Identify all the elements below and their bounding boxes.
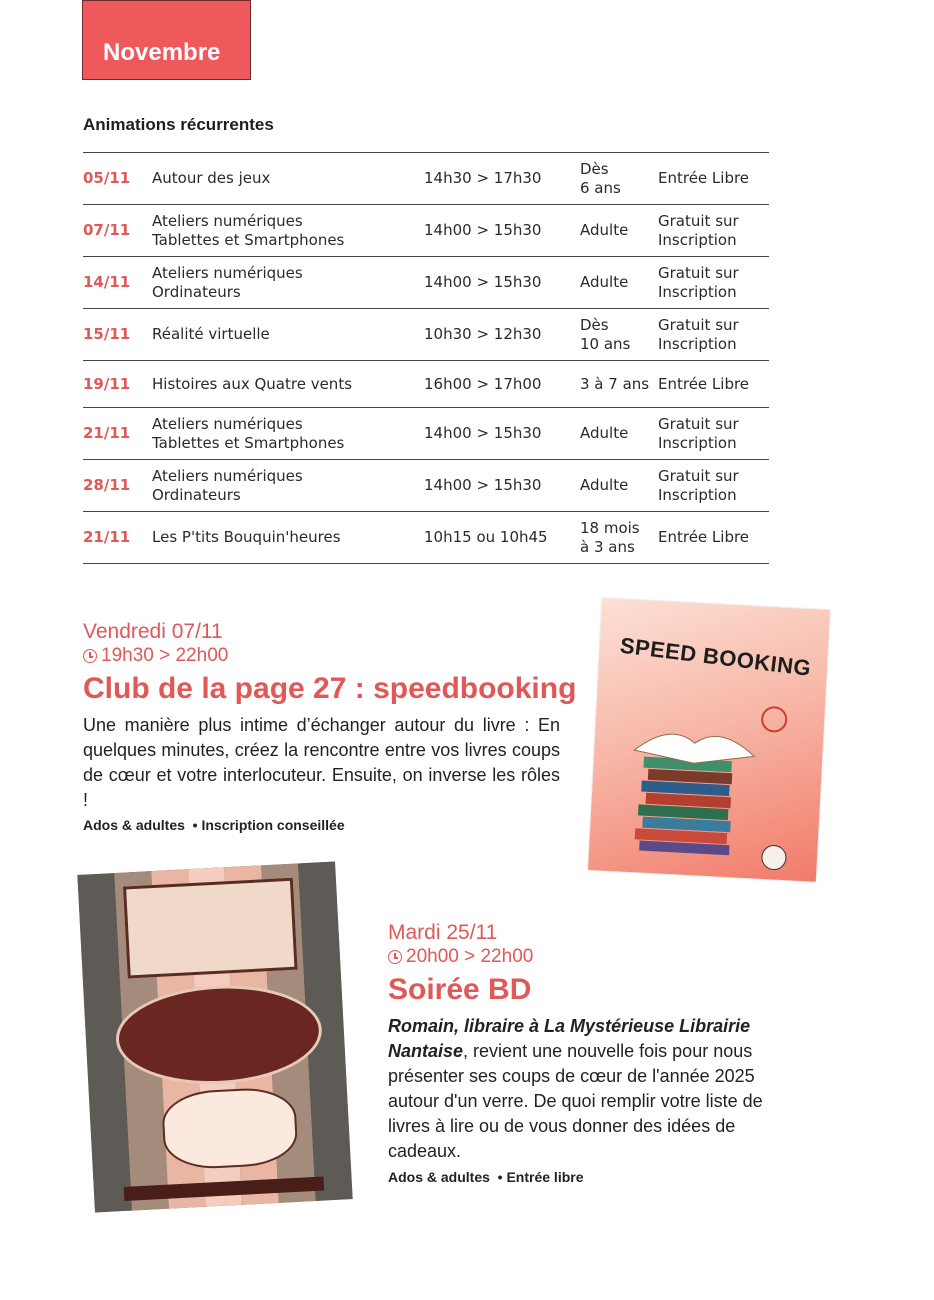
row-audience-line: Adulte <box>580 273 629 291</box>
row-date: 07/11 <box>83 205 152 257</box>
table-row <box>83 512 769 564</box>
row-audience <box>580 361 658 408</box>
row-audience <box>580 153 658 205</box>
row-audience-line: 3 à 7 ans <box>580 374 650 393</box>
row-access-line: Inscription <box>658 485 737 504</box>
table-row <box>83 205 769 257</box>
row-hours: 16h00 > 17h00 <box>424 361 580 408</box>
month-title: Novembre <box>103 39 221 66</box>
row-access-line: Gratuit sur <box>658 315 739 334</box>
row-title <box>152 512 424 564</box>
row-date: 21/11 <box>83 408 152 460</box>
row-title <box>152 153 424 205</box>
row-audience <box>580 257 658 309</box>
row-access-line: Entrée Libre <box>658 374 750 393</box>
row-audience <box>580 309 658 361</box>
row-access <box>658 309 769 361</box>
row-hours: 14h30 > 17h30 <box>424 153 580 205</box>
event1-body: Une manière plus intime d’échanger autour du livre : En quelques minutes, créez la rencontre entre vos livres coups de cœur et votre interlocuteur. Ensuite, on inverse les rôles ! <box>83 715 560 810</box>
row-audience <box>580 205 658 257</box>
row-access <box>658 153 769 205</box>
row-access-line: Entrée Libre <box>658 169 750 187</box>
row-hours: 10h30 > 12h30 <box>424 309 580 361</box>
row-title-line: Ateliers numériques <box>152 466 303 485</box>
table-row <box>83 257 769 309</box>
row-title <box>152 257 424 309</box>
row-audience <box>580 460 658 512</box>
row-hours: 14h00 > 15h30 <box>424 205 580 257</box>
row-hours: 10h15 ou 10h45 <box>424 512 580 564</box>
row-access <box>658 512 769 564</box>
row-title-line: Ateliers numériques <box>152 263 303 282</box>
event2-time <box>388 946 533 968</box>
month-tab <box>82 0 251 80</box>
poster-headline: SPEED BOOKING <box>618 632 813 681</box>
row-access-line: Inscription <box>658 433 737 452</box>
row-title-line: Ordinateurs <box>152 282 241 301</box>
row-title <box>152 361 424 408</box>
row-audience-line: Adulte <box>580 424 629 442</box>
event1-time <box>83 645 228 667</box>
row-date: 21/11 <box>83 512 152 564</box>
row-access-line: Gratuit sur <box>658 211 739 230</box>
event1-meta: Ados & adultes • Inscription conseillée <box>83 817 345 833</box>
row-date: 14/11 <box>83 257 152 309</box>
row-title-line: Réalité virtuelle <box>152 325 270 343</box>
section-title: Animations récurrentes <box>83 115 274 134</box>
row-access-line: Inscription <box>658 230 737 249</box>
row-access <box>658 408 769 460</box>
clock-icon <box>388 950 402 964</box>
row-hours: 14h00 > 15h30 <box>424 257 580 309</box>
row-title <box>152 460 424 512</box>
row-audience-line: Adulte <box>580 221 629 239</box>
event2-body <box>388 1014 768 1164</box>
row-date: 15/11 <box>83 309 152 361</box>
row-audience-line: Adulte <box>580 476 629 494</box>
table-row <box>83 309 769 361</box>
row-access <box>658 361 769 408</box>
row-audience-line: à 3 ans <box>580 537 635 556</box>
event1-date: Vendredi 07/11 <box>83 620 223 643</box>
row-audience <box>580 512 658 564</box>
row-audience-line: 6 ans <box>580 178 621 197</box>
row-title-line: Ordinateurs <box>152 485 241 504</box>
table-row <box>83 361 769 408</box>
row-access-line: Inscription <box>658 282 737 301</box>
row-title-line: Ateliers numériques <box>152 414 303 433</box>
row-title-line: Histoires aux Quatre vents <box>152 374 353 393</box>
table-row <box>83 408 769 460</box>
row-access-line: Inscription <box>658 334 737 353</box>
event1-time-text: 19h30 > 22h00 <box>101 645 229 666</box>
row-access-line: Entrée Libre <box>658 528 750 546</box>
table-row <box>83 460 769 512</box>
row-title-line: Ateliers numériques <box>152 211 303 230</box>
clock-icon <box>83 649 97 663</box>
row-access <box>658 257 769 309</box>
event2-body-bold: Romain, libraire à La Mystérieuse Librairie Nantaise <box>388 1016 751 1061</box>
soiree-bd-poster <box>77 861 352 1212</box>
poster-logo <box>123 878 298 979</box>
row-hours: 14h00 > 15h30 <box>424 408 580 460</box>
event2-meta: Ados & adultes • Entrée libre <box>388 1169 584 1185</box>
event1-title: Club de la page 27 : speedbooking <box>83 672 577 705</box>
book-stack-illustration <box>588 598 830 882</box>
row-title-line: Les P'tits Bouquin'heures <box>152 528 341 546</box>
row-title-line: Autour des jeux <box>152 169 271 187</box>
row-audience-line: 10 ans <box>580 334 631 353</box>
row-date: 28/11 <box>83 460 152 512</box>
speed-booking-poster <box>588 598 830 882</box>
row-date: 05/11 <box>83 153 152 205</box>
row-access <box>658 205 769 257</box>
recurring-table <box>83 152 769 564</box>
row-hours: 14h00 > 15h30 <box>424 460 580 512</box>
poster-date-burst <box>161 1086 299 1171</box>
event2-title: Soirée BD <box>388 973 532 1006</box>
event2-date: Mardi 25/11 <box>388 921 498 944</box>
row-date: 19/11 <box>83 361 152 408</box>
row-audience-line: Dès <box>580 159 609 178</box>
table-row <box>83 153 769 205</box>
event2-time-text: 20h00 > 22h00 <box>406 946 534 967</box>
row-access-line: Gratuit sur <box>658 263 739 282</box>
row-title <box>152 309 424 361</box>
row-title <box>152 408 424 460</box>
row-audience <box>580 408 658 460</box>
row-audience-line: Dès <box>580 315 609 334</box>
row-title-line: Tablettes et Smartphones <box>152 433 345 452</box>
row-access <box>658 460 769 512</box>
row-title-line: Tablettes et Smartphones <box>152 230 345 249</box>
row-access-line: Gratuit sur <box>658 466 739 485</box>
row-access-line: Gratuit sur <box>658 414 739 433</box>
row-audience-line: 18 mois <box>580 518 640 537</box>
event2-body-text: , revient une nouvelle fois pour nous présenter ses coups de cœur de l'année 2025 autour d'un verre. De quoi remplir votre liste de livres à lire ou de vous donner des idées de cadeaux. <box>388 1041 763 1161</box>
row-title <box>152 205 424 257</box>
